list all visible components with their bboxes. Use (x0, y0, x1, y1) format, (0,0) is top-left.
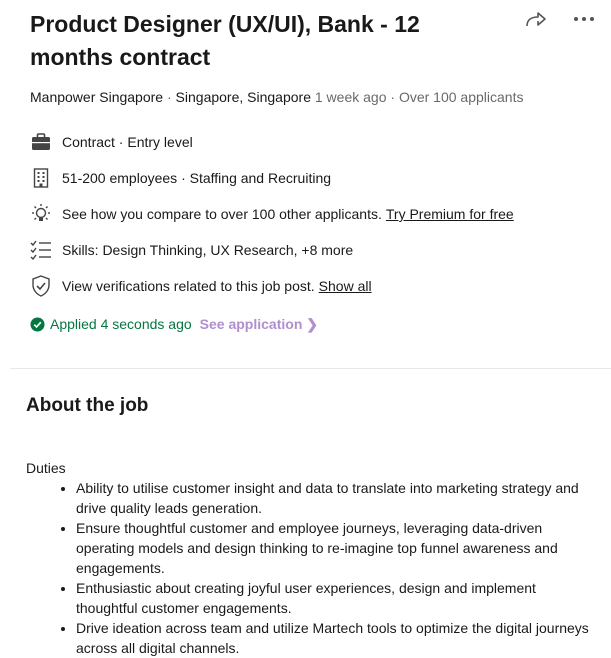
section-divider (10, 368, 611, 369)
list-item: • Enthusiastic about creating joyful user experiences, design and implement thoughtful customer engagements. (76, 578, 596, 618)
share-arrow-icon (525, 11, 547, 27)
job-subline (30, 87, 590, 107)
applied-status (30, 314, 590, 334)
job-actions (525, 10, 595, 28)
job-insights (30, 124, 590, 304)
insight-job-type (30, 124, 590, 160)
share-button[interactable] (525, 10, 547, 28)
checklist-icon (30, 239, 52, 261)
lightbulb-icon (30, 203, 52, 225)
separator: · (163, 89, 176, 105)
insight-text: Skills: Design Thinking, UX Research, +8 more (62, 242, 354, 258)
insight-text: See how you compare to over 100 other applicants. (62, 206, 382, 222)
check-circle-icon (30, 317, 45, 332)
job-title: Product Designer (UX/UI), Bank - 12 months contract (30, 11, 420, 70)
duties-label: Duties (26, 460, 66, 476)
list-item: • Ability to utilise customer insight and data to translate into marketing strategy and drive quality leads generation. (76, 478, 596, 518)
insight-text: Contract · Entry level (62, 134, 193, 150)
building-icon (30, 167, 52, 189)
list-item: • Drive ideation across team and utilize Martech tools to optimize the digital journeys across all digital channels. (76, 618, 596, 658)
more-options-button[interactable] (573, 10, 595, 28)
company-name[interactable]: Manpower Singapore (30, 89, 164, 105)
insight-text: View verifications related to this job post. (62, 278, 315, 294)
insight-text: 51-200 employees · Staffing and Recruiting (62, 170, 332, 186)
about-heading: About the job (26, 395, 149, 416)
posted-time: 1 week ago (310, 89, 387, 105)
job-location: Singapore, Singapore (175, 89, 311, 105)
see-application-link[interactable]: See application ❯ (199, 315, 318, 332)
job-header (30, 8, 590, 334)
show-all-link[interactable]: Show all (318, 278, 372, 294)
insight-compare (30, 196, 590, 232)
briefcase-icon (30, 131, 52, 153)
try-premium-link[interactable]: Try Premium for free (385, 206, 514, 222)
applicant-count: Over 100 applicants (398, 89, 524, 105)
about-section (26, 394, 596, 658)
separator: · (386, 89, 399, 105)
more-horizontal-icon (573, 16, 595, 22)
insight-skills[interactable] (30, 232, 590, 268)
shield-check-icon (30, 275, 52, 297)
insight-company-size (30, 160, 590, 196)
list-item: • Ensure thoughtful customer and employee journeys, leveraging data-driven operating models and design thinking to re-imagine top funnel awareness and engagements. (76, 518, 596, 578)
duties-list (26, 478, 596, 658)
applied-text: Applied 4 seconds ago (50, 316, 192, 332)
insight-verifications (30, 268, 590, 304)
